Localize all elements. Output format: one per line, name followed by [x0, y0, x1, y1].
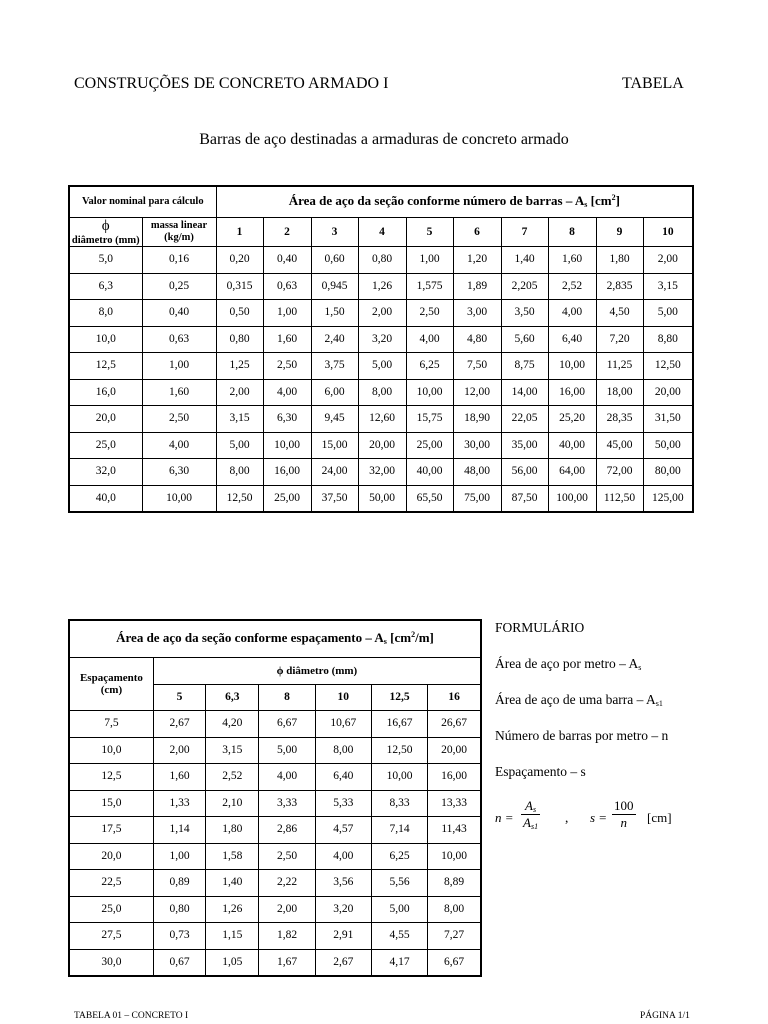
table-cell: 11,25 — [596, 353, 643, 380]
bar-count-cell: 3 — [311, 218, 358, 247]
table-cell: 2,52 — [206, 764, 259, 791]
table-cell: 1,575 — [406, 273, 453, 300]
table-cell: 6,40 — [548, 326, 596, 353]
table-row — [69, 737, 481, 764]
table-cell: 2,91 — [315, 923, 371, 950]
table-cell: 17,5 — [69, 817, 153, 844]
table-cell: 1,40 — [501, 247, 548, 274]
table-cell: 0,40 — [263, 247, 311, 274]
table-cell: 16,0 — [69, 379, 142, 406]
table-cell: 3,56 — [315, 870, 371, 897]
table-cell: 7,20 — [596, 326, 643, 353]
table-cell: 20,00 — [643, 379, 693, 406]
table-cell: 6,00 — [311, 379, 358, 406]
table-cell: 22,5 — [69, 870, 153, 897]
table-row — [69, 353, 693, 380]
bar-count-cell: 4 — [358, 218, 406, 247]
table-cell: 8,33 — [371, 790, 427, 817]
table-cell: 0,80 — [358, 247, 406, 274]
header-left: CONSTRUÇÕES DE CONCRETO ARMADO I — [74, 75, 389, 92]
table-cell: 10,00 — [142, 485, 216, 512]
table-row — [69, 459, 693, 486]
table-cell: 1,82 — [259, 923, 315, 950]
table-cell: 18,90 — [453, 406, 501, 433]
table-cell: 1,67 — [259, 949, 315, 976]
table-row — [69, 870, 481, 897]
table-cell: 0,20 — [216, 247, 263, 274]
table-cell: 1,60 — [142, 379, 216, 406]
bar-count-cell: 1 — [216, 218, 263, 247]
table-row — [69, 247, 693, 274]
table-cell: 6,25 — [371, 843, 427, 870]
table-row — [69, 949, 481, 976]
eq-s-fraction: $\frac{100}{n}$ — [614, 798, 634, 830]
diameter-cell: 6,3 — [206, 684, 259, 711]
table-cell: 1,00 — [263, 300, 311, 327]
table-cell: 0,63 — [263, 273, 311, 300]
table-cell: 32,00 — [358, 459, 406, 486]
table-cell: 8,75 — [501, 353, 548, 380]
bar-area-table — [68, 185, 694, 513]
table-cell: 80,00 — [643, 459, 693, 486]
diameter-group-header: ϕ diâmetro (mm) — [153, 658, 481, 685]
table-cell: 1,89 — [453, 273, 501, 300]
table-cell: 12,60 — [358, 406, 406, 433]
table-cell: 0,40 — [142, 300, 216, 327]
table-cell: 2,00 — [259, 896, 315, 923]
table-cell: 2,67 — [315, 949, 371, 976]
spacing-column-header: Espaçamento (cm) — [69, 658, 153, 711]
table-cell: 4,00 — [263, 379, 311, 406]
table-cell: 40,0 — [69, 485, 142, 512]
table-cell: 25,0 — [69, 896, 153, 923]
table-cell: 15,75 — [406, 406, 453, 433]
bar-count-cell: 8 — [548, 218, 596, 247]
table-cell: 2,50 — [259, 843, 315, 870]
formulary-line-area-per-meter: Área de aço por metro – $A_s$ — [495, 656, 642, 672]
table-cell: 1,60 — [263, 326, 311, 353]
table-cell: 25,00 — [263, 485, 311, 512]
table-cell: 16,00 — [263, 459, 311, 486]
table-cell: 0,67 — [153, 949, 205, 976]
table-cell: 30,0 — [69, 949, 153, 976]
table-cell: 2,67 — [153, 711, 205, 738]
table-cell: 3,15 — [643, 273, 693, 300]
formulary-line-area-one-bar: Área de aço de uma barra – $A_{s1}$ — [495, 692, 663, 708]
table-cell: 5,00 — [216, 432, 263, 459]
table-cell: 3,20 — [358, 326, 406, 353]
table-row — [69, 711, 481, 738]
table-cell: 56,00 — [501, 459, 548, 486]
table-cell: 1,00 — [142, 353, 216, 380]
table-row — [69, 896, 481, 923]
table-cell: 4,00 — [548, 300, 596, 327]
table-cell: 10,00 — [263, 432, 311, 459]
table-cell: 20,00 — [358, 432, 406, 459]
formulary-line-spacing: Espaçamento – s — [495, 764, 586, 779]
table-cell: 27,5 — [69, 923, 153, 950]
table-row — [69, 432, 693, 459]
table-cell: 1,60 — [548, 247, 596, 274]
table-cell: 2,52 — [548, 273, 596, 300]
table-cell: 0,89 — [153, 870, 205, 897]
table-cell: 16,00 — [548, 379, 596, 406]
table-cell: 0,63 — [142, 326, 216, 353]
table-cell: 0,80 — [216, 326, 263, 353]
table-cell: 2,205 — [501, 273, 548, 300]
table-cell: 10,0 — [69, 737, 153, 764]
eq-s-label: s = — [590, 810, 608, 825]
table-cell: 1,05 — [206, 949, 259, 976]
table-cell: 10,00 — [371, 764, 427, 791]
table-cell: 26,67 — [428, 711, 481, 738]
area-by-bar-count-header: Área de aço da seção conforme número de barras – $A_s$ $[cm^2]$ — [216, 186, 693, 218]
table-cell: 10,67 — [315, 711, 371, 738]
table-row — [69, 764, 481, 791]
table-cell: 6,30 — [142, 459, 216, 486]
table-cell: 2,835 — [596, 273, 643, 300]
bar-count-cell: 9 — [596, 218, 643, 247]
table-cell: 18,00 — [596, 379, 643, 406]
table-cell: 50,00 — [358, 485, 406, 512]
footer-left: TABELA 01 – CONCRETO I — [74, 1011, 189, 1021]
table-cell: 5,56 — [371, 870, 427, 897]
table-row — [69, 923, 481, 950]
bar-count-cell: 2 — [263, 218, 311, 247]
table-cell: 0,16 — [142, 247, 216, 274]
table-cell: 6,25 — [406, 353, 453, 380]
table-cell: 12,5 — [69, 353, 142, 380]
table-cell: 4,55 — [371, 923, 427, 950]
table-cell: 4,17 — [371, 949, 427, 976]
table-cell: 4,80 — [453, 326, 501, 353]
table-cell: 3,75 — [311, 353, 358, 380]
table-cell: 8,00 — [216, 459, 263, 486]
table-cell: 3,15 — [206, 737, 259, 764]
table-cell: 2,50 — [263, 353, 311, 380]
table-cell: 28,35 — [596, 406, 643, 433]
table-cell: 16,67 — [371, 711, 427, 738]
table-cell: 12,50 — [643, 353, 693, 380]
table-cell: 15,0 — [69, 790, 153, 817]
table-cell: 1,50 — [311, 300, 358, 327]
table-cell: 5,00 — [643, 300, 693, 327]
bar-count-cell: 10 — [643, 218, 693, 247]
table-cell: 2,00 — [643, 247, 693, 274]
table-cell: 25,0 — [69, 432, 142, 459]
table-cell: 5,0 — [69, 247, 142, 274]
formulary-title: FORMULÁRIO — [495, 620, 585, 635]
table-cell: 5,00 — [371, 896, 427, 923]
table-cell: 3,20 — [315, 896, 371, 923]
table-cell: 1,20 — [453, 247, 501, 274]
table-cell: 31,50 — [643, 406, 693, 433]
table-cell: 25,20 — [548, 406, 596, 433]
table-cell: 2,86 — [259, 817, 315, 844]
table-row — [69, 326, 693, 353]
table-row — [69, 379, 693, 406]
table-cell: 1,14 — [153, 817, 205, 844]
table-cell: 2,40 — [311, 326, 358, 353]
table-cell: 9,45 — [311, 406, 358, 433]
table-cell: 3,00 — [453, 300, 501, 327]
table-cell: 1,15 — [206, 923, 259, 950]
table-cell: 3,50 — [501, 300, 548, 327]
table-cell: 1,80 — [596, 247, 643, 274]
table-cell: 12,00 — [453, 379, 501, 406]
footer-right: PÁGINA 1/1 — [640, 1011, 690, 1021]
table-cell: 112,50 — [596, 485, 643, 512]
table-cell: 1,60 — [153, 764, 205, 791]
table-cell: 16,00 — [428, 764, 481, 791]
table-cell: 4,00 — [406, 326, 453, 353]
table-cell: 4,00 — [142, 432, 216, 459]
table-cell: 37,50 — [311, 485, 358, 512]
area-by-spacing-header: Área de aço da seção conforme espaçamento – $A_s$ $[cm^2/m]$ — [69, 620, 481, 658]
table-cell: 7,14 — [371, 817, 427, 844]
table-cell: 72,00 — [596, 459, 643, 486]
table-cell: 75,00 — [453, 485, 501, 512]
table-row — [69, 406, 693, 433]
table-cell: 65,50 — [406, 485, 453, 512]
table-cell: 64,00 — [548, 459, 596, 486]
table-cell: 10,0 — [69, 326, 142, 353]
table-cell: 10,00 — [428, 843, 481, 870]
table-cell: 2,00 — [358, 300, 406, 327]
table-cell: 30,00 — [453, 432, 501, 459]
table-cell: 5,33 — [315, 790, 371, 817]
diameter-cell: 5 — [153, 684, 205, 711]
table-cell: 15,00 — [311, 432, 358, 459]
table-cell: 7,5 — [69, 711, 153, 738]
diameter-cell: 12,5 — [371, 684, 427, 711]
table-cell: 87,50 — [501, 485, 548, 512]
table-cell: 24,00 — [311, 459, 358, 486]
table-cell: 1,00 — [406, 247, 453, 274]
table-cell: 7,27 — [428, 923, 481, 950]
table-cell: 125,00 — [643, 485, 693, 512]
table-cell: 50,00 — [643, 432, 693, 459]
eq-n-label: n = — [495, 810, 514, 825]
table-cell: 2,10 — [206, 790, 259, 817]
table-cell: 12,5 — [69, 764, 153, 791]
table-cell: 2,50 — [406, 300, 453, 327]
table-cell: 6,67 — [428, 949, 481, 976]
table-cell: 1,00 — [153, 843, 205, 870]
table-cell: 5,60 — [501, 326, 548, 353]
page-title: Barras de aço destinadas a armaduras de concreto armado — [199, 131, 569, 148]
diameter-column-header: ϕ diâmetro (mm) — [69, 218, 142, 247]
table-cell: 8,80 — [643, 326, 693, 353]
table-cell: 4,57 — [315, 817, 371, 844]
nominal-value-header: Valor nominal para cálculo — [69, 186, 216, 218]
table-cell: 6,40 — [315, 764, 371, 791]
table-cell: 0,80 — [153, 896, 205, 923]
bar-count-cell: 6 — [453, 218, 501, 247]
table-cell: 1,25 — [216, 353, 263, 380]
table-cell: 6,30 — [263, 406, 311, 433]
table-cell: 20,0 — [69, 843, 153, 870]
table-cell: 32,0 — [69, 459, 142, 486]
table-cell: 1,40 — [206, 870, 259, 897]
table-cell: 2,00 — [153, 737, 205, 764]
table-cell: 20,00 — [428, 737, 481, 764]
diameter-cell: 10 — [315, 684, 371, 711]
table-cell: 40,00 — [406, 459, 453, 486]
table-cell: 4,50 — [596, 300, 643, 327]
table-cell: 3,15 — [216, 406, 263, 433]
bar-count-cell: 7 — [501, 218, 548, 247]
table-cell: 0,945 — [311, 273, 358, 300]
table-cell: 10,00 — [548, 353, 596, 380]
table-cell: 12,50 — [371, 737, 427, 764]
table-cell: 11,43 — [428, 817, 481, 844]
table-row — [69, 817, 481, 844]
table-cell: 0,25 — [142, 273, 216, 300]
table-row — [69, 273, 693, 300]
table-cell: 8,0 — [69, 300, 142, 327]
table-row — [69, 843, 481, 870]
table-cell: 14,00 — [501, 379, 548, 406]
table-row — [69, 790, 481, 817]
table-cell: 100,00 — [548, 485, 596, 512]
table-cell: 3,33 — [259, 790, 315, 817]
table-cell: 35,00 — [501, 432, 548, 459]
eq-unit: [cm] — [647, 810, 672, 825]
table-cell: 2,22 — [259, 870, 315, 897]
table-cell: 2,50 — [142, 406, 216, 433]
table-row — [69, 300, 693, 327]
table-cell: 13,33 — [428, 790, 481, 817]
table-cell: 45,00 — [596, 432, 643, 459]
linear-mass-column-header: massa linear (kg/m) — [142, 218, 216, 247]
table-cell: 0,73 — [153, 923, 205, 950]
table-cell: 1,80 — [206, 817, 259, 844]
table-row — [69, 485, 693, 512]
table-cell: 2,00 — [216, 379, 263, 406]
table-cell: 1,58 — [206, 843, 259, 870]
table-cell: 7,50 — [453, 353, 501, 380]
table-cell: 0,60 — [311, 247, 358, 274]
table-cell: 6,67 — [259, 711, 315, 738]
table-cell: 40,00 — [548, 432, 596, 459]
table-cell: 10,00 — [406, 379, 453, 406]
spacing-area-table — [68, 619, 482, 977]
table-cell: 8,00 — [428, 896, 481, 923]
table-cell: 5,00 — [358, 353, 406, 380]
diameter-cell: 8 — [259, 684, 315, 711]
table-cell: 1,26 — [206, 896, 259, 923]
table-cell: 0,315 — [216, 273, 263, 300]
table-cell: 1,33 — [153, 790, 205, 817]
table-cell: 8,89 — [428, 870, 481, 897]
table-cell: 8,00 — [315, 737, 371, 764]
table-cell: 0,50 — [216, 300, 263, 327]
table-cell: 1,26 — [358, 273, 406, 300]
table-cell: 20,0 — [69, 406, 142, 433]
table-cell: 25,00 — [406, 432, 453, 459]
table-cell: 4,00 — [259, 764, 315, 791]
eq-separator: , — [565, 810, 569, 825]
eq-n-fraction: $\frac{A_s}{A_{s1}}$ — [523, 798, 539, 831]
header-right: TABELA — [622, 75, 684, 92]
table-cell: 5,00 — [259, 737, 315, 764]
bar-count-cell: 5 — [406, 218, 453, 247]
table-cell: 4,00 — [315, 843, 371, 870]
table-cell: 12,50 — [216, 485, 263, 512]
table-cell: 6,3 — [69, 273, 142, 300]
table-cell: 48,00 — [453, 459, 501, 486]
formulary-line-bars-per-meter: Número de barras por metro – n — [495, 728, 669, 743]
table-cell: 4,20 — [206, 711, 259, 738]
table-cell: 22,05 — [501, 406, 548, 433]
table-cell: 8,00 — [358, 379, 406, 406]
diameter-cell: 16 — [428, 684, 481, 711]
